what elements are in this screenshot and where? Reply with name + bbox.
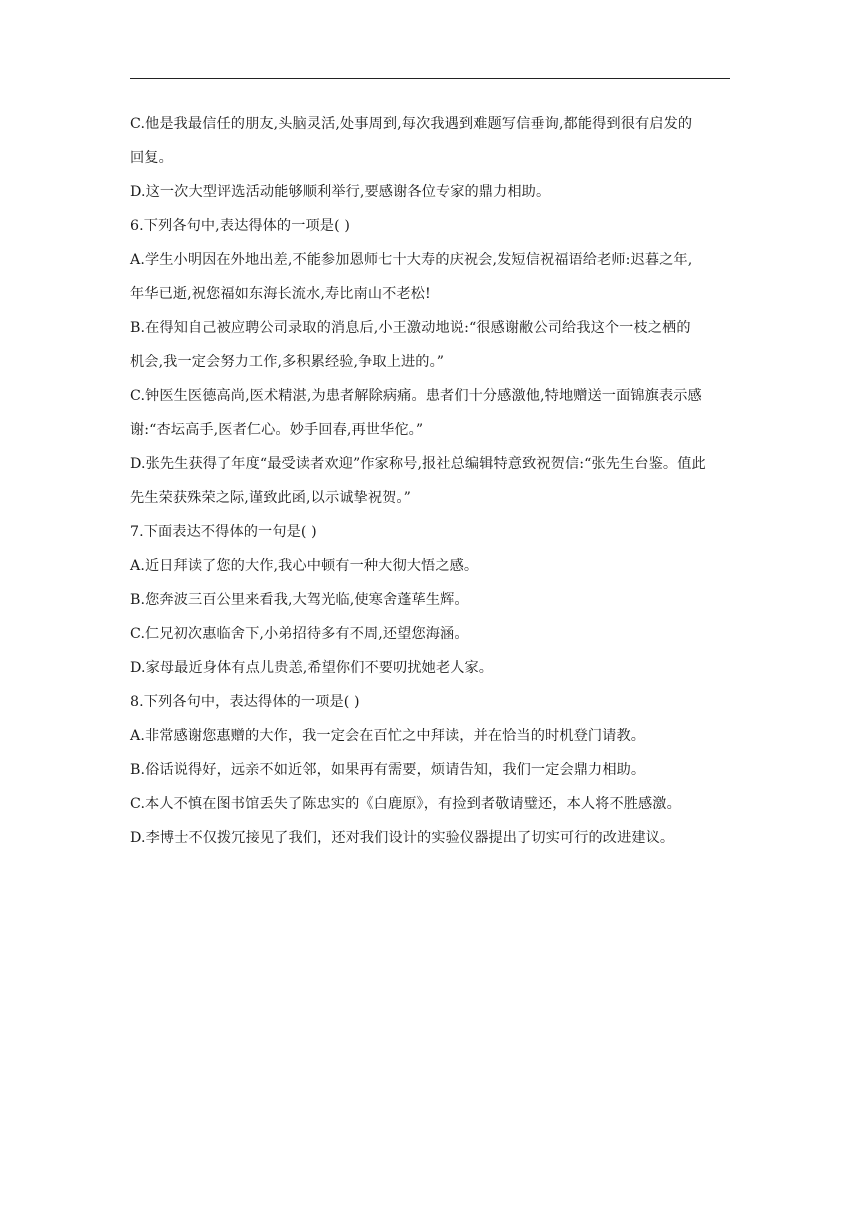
q6-option-a-line-2: 年华已逝,祝您福如东海长流水,寿比南山不老松!	[130, 286, 431, 302]
q6-option-d-line-2: 先生荣获殊荣之际,谨致此函,以示诚挚祝贺。”	[130, 490, 411, 506]
q7-option-d: D.家母最近身体有点儿贵恙,希望你们不要叨扰她老人家。	[130, 660, 494, 676]
option-d-line: D.这一次大型评选活动能够顺利举行,要感谢各位专家的鼎力相助。	[130, 184, 551, 200]
document-body	[130, 107, 734, 855]
q8-option-c: C.本人不慎在图书馆丢失了陈忠实的《白鹿原》，有捡到者敬请璧还，本人将不胜感激。	[130, 796, 681, 812]
q8-option-b: B.俗话说得好，远亲不如近邻，如果再有需要，烦请告知，我们一定会鼎力相助。	[130, 762, 646, 778]
q6-option-a-line-1: A.学生小明因在外地出差,不能参加恩师七十大寿的庆祝会,发短信祝福语给老师:迟暮之年,	[130, 252, 693, 268]
q6-option-b-line-2: 机会,我一定会努力工作,多积累经验,争取上进的。”	[130, 354, 445, 370]
q6-option-c-line-2: 谢:“杏坛高手,医者仁心。妙手回春,再世华佗。”	[130, 422, 424, 438]
q6-option-d-line-1: D.张先生获得了年度“最受读者欢迎”作家称号,报社总编辑特意致祝贺信:“张先生台鉴。值此	[130, 456, 706, 472]
q7-option-a: A.近日拜读了您的大作,我心中顿有一种大彻大悟之感。	[130, 558, 479, 574]
q6-option-c-line-1: C.钟医生医德高尚,医术精湛,为患者解除病痛。患者们十分感激他,特地赠送一面锦旗表示感	[130, 388, 702, 404]
q6-option-b-line-1: B.在得知自己被应聘公司录取的消息后,小王激动地说:“很感谢敝公司给我这个一枝之栖的	[130, 320, 691, 336]
question-8-stem: 8.下列各句中，表达得体的一项是( )	[130, 694, 360, 710]
q7-option-c: C.仁兄初次惠临舍下,小弟招待多有不周,还望您海涵。	[130, 626, 469, 642]
q8-option-a: A.非常感谢您惠赠的大作，我一定会在百忙之中拜读，并在恰当的时机登门请教。	[130, 728, 646, 744]
header-rule	[130, 78, 730, 79]
option-c-line-2: 回复。	[130, 150, 173, 166]
question-7-stem: 7.下面表达不得体的一句是( )	[130, 524, 317, 540]
option-c-line-1: C.他是我最信任的朋友,头脑灵活,处事周到,每次我遇到难题写信垂询,都能得到很有启发的	[130, 116, 693, 132]
q7-option-b: B.您奔波三百公里来看我,大驾光临,使寒舍蓬荜生辉。	[130, 592, 469, 608]
question-6-stem: 6.下列各句中,表达得体的一项是( )	[130, 218, 350, 234]
q8-option-d: D.李博士不仅拨冗接见了我们，还对我们设计的实验仪器提出了切实可行的改进建议。	[130, 830, 675, 846]
